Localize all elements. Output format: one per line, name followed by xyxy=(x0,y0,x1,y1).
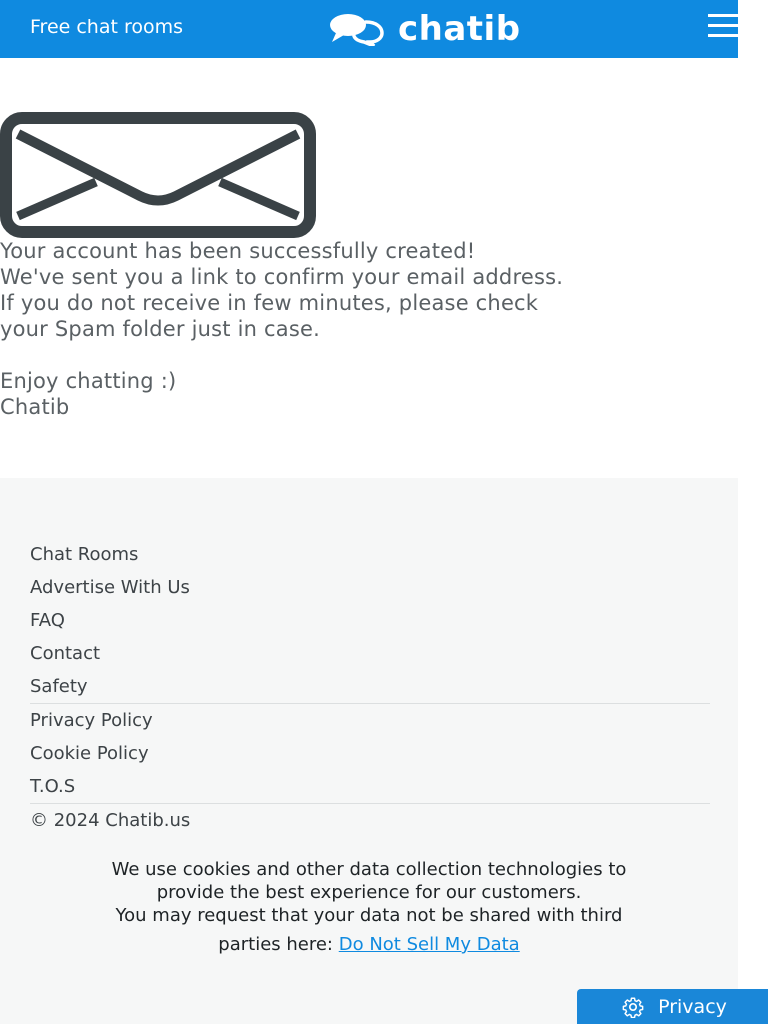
envelope-icon xyxy=(0,112,316,238)
footer-link-cookie-policy[interactable]: Cookie Policy xyxy=(30,743,149,764)
logo[interactable] xyxy=(328,8,521,50)
cookie-line: We use cookies and other data collection technologies to xyxy=(111,859,627,880)
cookie-notice xyxy=(0,858,738,959)
privacy-button[interactable] xyxy=(577,989,768,1024)
footer-links xyxy=(30,538,710,837)
footer-link-advertise[interactable]: Advertise With Us xyxy=(30,577,190,598)
cookie-line: You may request that your data not be shared with third xyxy=(115,905,623,926)
chat-bubbles-icon xyxy=(328,12,384,46)
signoff-line: Chatib xyxy=(0,395,70,419)
cookie-line xyxy=(0,931,738,959)
footer-link-tos[interactable]: T.O.S xyxy=(30,776,76,797)
message-line: We've sent you a link to confirm your email address. xyxy=(0,265,564,289)
copyright: © 2024 Chatib.us xyxy=(30,810,191,831)
footer-link-chat-rooms[interactable]: Chat Rooms xyxy=(30,544,139,565)
footer-link-privacy-policy[interactable]: Privacy Policy xyxy=(30,710,153,731)
logo-text: chatib xyxy=(398,9,521,49)
footer-link-faq[interactable]: FAQ xyxy=(30,610,65,631)
cookie-line-prefix: parties here: xyxy=(218,934,333,955)
message-line: your Spam folder just in case. xyxy=(0,317,320,341)
footer-link-safety[interactable]: Safety xyxy=(30,676,88,697)
do-not-sell-link[interactable]: Do Not Sell My Data xyxy=(338,934,520,955)
top-header xyxy=(0,0,738,58)
signoff-line: Enjoy chatting :) xyxy=(0,369,177,393)
privacy-button-label: Privacy xyxy=(658,995,727,1018)
message-line: Your account has been successfully created! xyxy=(0,239,476,263)
gear-icon xyxy=(618,996,648,1018)
message-line: If you do not receive in few minutes, please check xyxy=(0,291,539,315)
hamburger-menu-icon[interactable] xyxy=(708,14,738,42)
header-tagline: Free chat rooms xyxy=(30,16,184,38)
confirmation-message xyxy=(0,238,750,420)
cookie-line: provide the best experience for our customers. xyxy=(156,882,582,903)
footer-link-contact[interactable]: Contact xyxy=(30,643,101,664)
